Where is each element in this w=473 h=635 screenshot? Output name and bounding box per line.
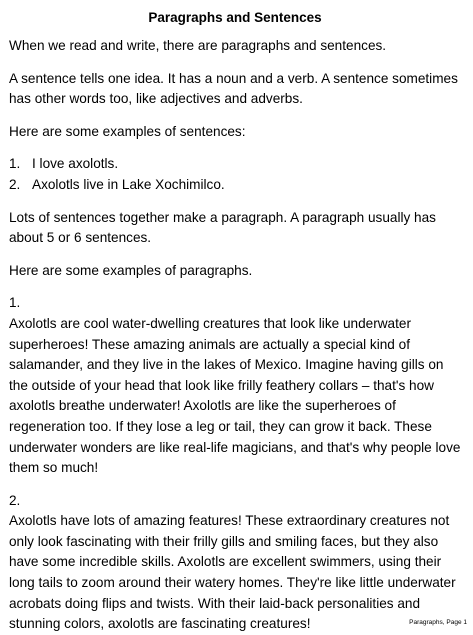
- paragraph-example-2: [9, 491, 461, 635]
- intro-text: When we read and write, there are paragraphs and sentences.: [9, 38, 387, 53]
- list-item-number: 1.: [9, 156, 21, 172]
- list-item: [9, 154, 461, 175]
- paragraph-example-number: 1.: [9, 295, 21, 311]
- paragraph-example-text: Axolotls are cool water-dwelling creatures that look like underwater superheroes! These amazing animals are actually a special kind of salamander, and they live in the lakes of Mexico. Imagine having gills on the outside of your head that look like frilly feathery collars – that's how axolotls breathe underwater! Axolotls are like the superheroes of regeneration too. If they lose a leg or tail, they can grow it back. These underwater wonders are like real-life magicians, and that's why people love them so much!: [9, 315, 461, 476]
- page-title: Paragraphs and Sentences: [148, 10, 322, 25]
- paragraph-example-1: [9, 293, 461, 478]
- sentence-examples-list: [9, 154, 461, 195]
- sentence-examples-heading: Here are some examples of sentences:: [9, 123, 246, 139]
- paragraph-example-number: 2.: [9, 492, 21, 508]
- page-footer: Paragraphs, Page 1: [409, 619, 467, 626]
- list-item-number: 2.: [9, 176, 21, 192]
- paragraph-definition: Lots of sentences together make a paragraph. A paragraph usually has about 5 or 6 sentences.: [9, 209, 436, 246]
- paragraph-example-text: Axolotls have lots of amazing features! These extraordinary creatures not only look fascinating with their frilly gills and smiling faces, but they also have some incredible skills. Axolotls are excellent swimmers, using their long tails to zoom around their watery homes. They're like little underwater acrobats doing flips and twists. With their laid-back personalities and stunning colors, axolotls are fascinating creatures!: [9, 513, 456, 632]
- list-item-text: I love axolotls.: [32, 156, 119, 172]
- list-item: [9, 175, 461, 196]
- paragraph-examples-heading: Here are some examples of paragraphs.: [9, 262, 253, 278]
- sentence-definition: A sentence tells one idea. It has a noun and a verb. A sentence sometimes has other words too, like adjectives and adverbs.: [9, 70, 458, 107]
- list-item-text: Axolotls live in Lake Xochimilco.: [32, 176, 225, 192]
